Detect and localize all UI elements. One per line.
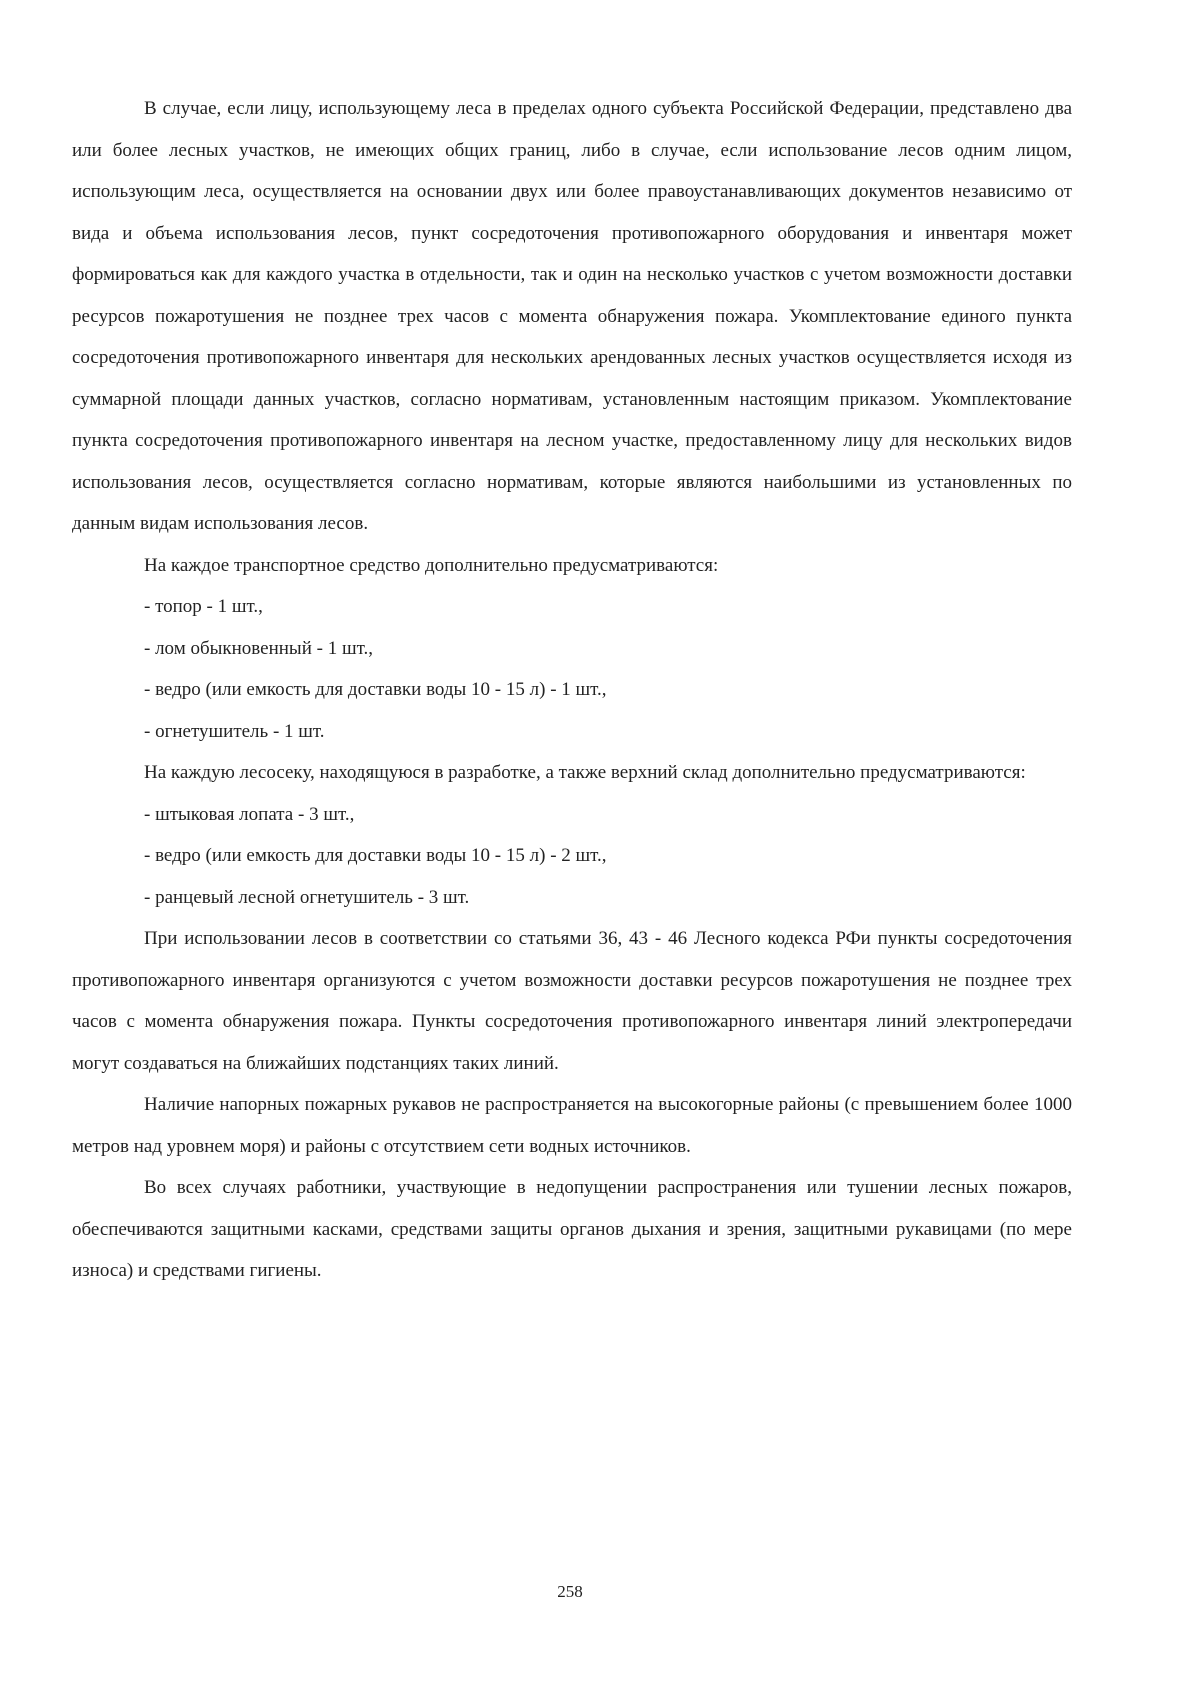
paragraph-multiple-plots: В случае, если лицу, использующему леса в пределах одного субъекта Российской Федерации, представлено два или более лесных участков, не имеющих общих границ, либо в случае, если использование лесов одним лицом, использующим леса, осуществляется на основании двух или более правоустанавливающих документов независимо от вида и объема использования лесов, пункт сосредоточения противопожарного оборудования и инвентаря может формироваться как для каждого участка в отдельности, так и один на несколько участков с учетом возможности доставки ресурсов пожаротушения не позднее трех часов с момента обнаружения пожара. Укомплектование единого пункта сосредоточения противопожарного инвентаря для нескольких арендованных лесных участков осуществляется исходя из суммарной площади данных участков, согласно нормативам, установленным настоящим приказом. Укомплектование пункта сосредоточения противопожарного инвентаря на лесном участке, предоставленному лицу для нескольких видов использования лесов, осуществляется согласно нормативам, которые являются наибольшими из установленных по данным видам использования лесов. bbox=[72, 98, 1072, 534]
list-item: - лом обыкновенный - 1 шт., bbox=[144, 637, 373, 659]
document-body bbox=[72, 88, 1072, 1292]
paragraph-articles: При использовании лесов в соответствии со статьями 36, 43 - 46 Лесного кодекса РФи пункты сосредоточения противопожарного инвентаря организуются с учетом возможности доставки ресурсов пожаротушения не позднее трех часов с момента обнаружения пожара. Пункты сосредоточения противопожарного инвентаря линий электропередачи могут создаваться на ближайших подстанциях таких линий. bbox=[72, 928, 1072, 1074]
list-item: - ведро (или емкость для доставки воды 10 - 15 л) - 1 шт., bbox=[144, 679, 607, 700]
paragraph-logging-intro: На каждую лесосеку, находящуюся в разработке, а также верхний склад дополнительно предусматриваются: bbox=[144, 762, 1026, 783]
paragraph-vehicle-intro: На каждое транспортное средство дополнительно предусматриваются: bbox=[144, 554, 719, 576]
list-item: - огнетушитель - 1 шт. bbox=[144, 720, 325, 742]
paragraph-hoses: Наличие напорных пожарных рукавов не распространяется на высокогорные районы (с превышением более 1000 метров над уровнем моря) и районы с отсутствием сети водных источников. bbox=[72, 1094, 1072, 1157]
list-item: - топор - 1 шт., bbox=[144, 596, 263, 617]
paragraph-protection: Во всех случаях работники, участвующие в недопущении распространения или тушении лесных пожаров, обеспечиваются защитными касками, средствами защиты органов дыхания и зрения, защитными рукавицами (по мере износа) и средствами гигиены. bbox=[72, 1177, 1072, 1281]
list-item: - ведро (или емкость для доставки воды 10 - 15 л) - 2 шт., bbox=[144, 845, 607, 866]
page-number: 258 bbox=[557, 1582, 583, 1601]
list-item: - ранцевый лесной огнетушитель - 3 шт. bbox=[144, 886, 470, 908]
list-item: - штыковая лопата - 3 шт., bbox=[144, 803, 355, 825]
